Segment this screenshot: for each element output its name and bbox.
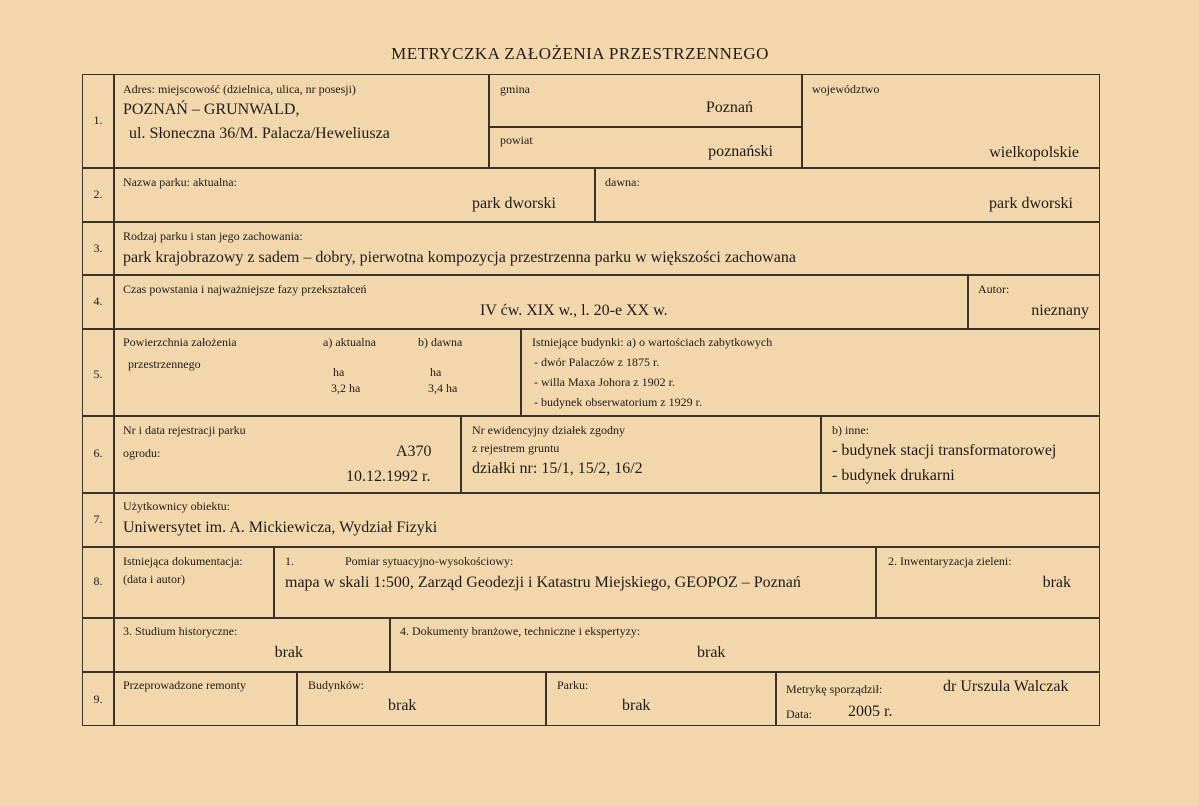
- park-name-former-value: park dworski: [989, 195, 1073, 212]
- survey-label: Pomiar sytuacyjno-wysokościowy:: [345, 554, 514, 568]
- author-label: Autor:: [978, 282, 1010, 296]
- parcel-value: działki nr: 15/1, 15/2, 16/2: [472, 460, 643, 477]
- cell-divider: [488, 126, 801, 128]
- area-current-value: 3,2 ha: [331, 381, 361, 395]
- row-number: 9.: [93, 692, 103, 706]
- green-inventory-label: 2. Inwentaryzacja zieleni:: [888, 554, 1012, 568]
- parcel-label: Nr ewidencyjny działek zgodny: [472, 423, 625, 437]
- cell-divider: [273, 546, 275, 617]
- history-phases-value: IV ćw. XIX w., l. 20-e XX w.: [480, 302, 668, 319]
- repairs-park-value: brak: [622, 697, 651, 714]
- survey-number: 1.: [285, 554, 294, 568]
- row-number: 6.: [93, 446, 103, 460]
- prepared-by-value: dr Urszula Walczak: [943, 678, 1069, 695]
- park-name-current-value: park dworski: [472, 195, 556, 212]
- cell-divider: [820, 415, 822, 492]
- row-divider: [83, 492, 1099, 494]
- cell-divider: [460, 415, 462, 492]
- cell-divider: [545, 671, 547, 725]
- row-divider: [83, 167, 1099, 169]
- park-type-label: Rodzaj parku i stan jego zachowania:: [123, 229, 303, 243]
- repairs-buildings-value: brak: [388, 697, 417, 714]
- repairs-label: Przeprowadzone remonty: [123, 678, 246, 692]
- historical-study-value: brak: [274, 644, 303, 661]
- registration-label-2: ogrodu:: [123, 446, 161, 460]
- other-building-item: - budynek stacji transformatorowej: [832, 442, 1057, 459]
- cell-divider: [801, 75, 803, 167]
- date-value: 2005 r.: [848, 703, 893, 720]
- prepared-by-label: Metrykę sporządził:: [786, 682, 883, 696]
- existing-building-item: - willa Maxa Johora z 1902 r.: [534, 375, 675, 389]
- users-value: Uniwersytet im. A. Mickiewicza, Wydział Fizyki: [123, 519, 438, 536]
- area-label: Powierzchnia założenia: [123, 335, 237, 349]
- date-label: Data:: [786, 707, 812, 721]
- row-divider: [83, 221, 1099, 223]
- green-inventory-value: brak: [1042, 574, 1071, 591]
- other-buildings-label: b) inne:: [832, 423, 869, 437]
- row-divider: [83, 415, 1099, 417]
- existing-building-item: - dwór Palaczów z 1875 r.: [534, 355, 660, 369]
- address-line-2: ul. Słoneczna 36/M. Palacza/Heweliusza: [129, 125, 390, 142]
- row-divider: [83, 671, 1099, 673]
- parcel-label-2: z rejestrem gruntu: [472, 441, 560, 455]
- branch-documents-value: brak: [697, 644, 726, 661]
- area-former-unit: ha: [430, 365, 442, 379]
- row-divider: [83, 328, 1099, 330]
- other-building-item: - budynek drukarni: [832, 467, 955, 484]
- row-divider: [83, 274, 1099, 276]
- area-former-label: b) dawna: [418, 335, 463, 349]
- cell-divider: [488, 75, 490, 167]
- powiat-value: poznański: [708, 143, 773, 160]
- registration-label: Nr i data rejestracji parku: [123, 423, 246, 437]
- number-column-divider: [113, 75, 115, 725]
- cell-divider: [875, 546, 877, 617]
- form-title: METRYCZKA ZAŁOŻENIA PRZESTRZENNEGO: [391, 44, 769, 63]
- branch-documents-label: 4. Dokumenty branżowe, techniczne i ekspertyzy:: [400, 624, 641, 638]
- park-name-former-label: dawna:: [605, 175, 640, 189]
- existing-building-item: - budynek obserwatorium z 1929 r.: [534, 395, 702, 409]
- cell-divider: [775, 671, 777, 725]
- cell-divider: [520, 328, 522, 415]
- row-number: 4.: [93, 294, 103, 308]
- survey-value: mapa w skali 1:500, Zarząd Geodezji i Katastru Miejskiego, GEOPOZ – Poznań: [285, 574, 801, 591]
- record-form: [82, 74, 1100, 726]
- gmina-value: Poznań: [705, 99, 753, 116]
- row-divider: [83, 617, 1099, 619]
- existing-buildings-label: Istniejące budynki: a) o wartościach zabytkowych: [532, 335, 773, 349]
- documentation-label-2: (data i autor): [123, 572, 185, 586]
- area-current-label: a) aktualna: [323, 335, 376, 349]
- address-line-1: POZNAŃ – GRUNWALD,: [123, 101, 300, 118]
- cell-divider: [296, 671, 298, 725]
- address-label: Adres: miejscowość (dzielnica, ulica, nr posesji): [123, 82, 356, 96]
- area-current-unit: ha: [333, 365, 345, 379]
- repairs-park-label: Parku:: [557, 678, 589, 692]
- author-value: nieznany: [1031, 302, 1089, 319]
- area-label-2: przestrzennego: [128, 357, 201, 371]
- row-number: 3.: [93, 241, 103, 255]
- powiat-label: powiat: [500, 133, 533, 147]
- area-former-value: 3,4 ha: [428, 381, 458, 395]
- cell-divider: [967, 274, 969, 328]
- users-label: Użytkownicy obiektu:: [123, 499, 230, 513]
- row-number: 7.: [93, 512, 103, 526]
- historical-study-label: 3. Studium historyczne:: [123, 624, 238, 638]
- row-number: 1.: [93, 113, 103, 127]
- gmina-label: gmina: [500, 82, 530, 96]
- cell-divider: [594, 167, 596, 221]
- registration-number: A370: [396, 443, 432, 460]
- row-divider: [83, 546, 1099, 548]
- row-number: 2.: [93, 187, 103, 201]
- park-type-value: park krajobrazowy z sadem – dobry, pierwotna kompozycja przestrzenna parku w większości zachowana: [123, 249, 796, 266]
- repairs-buildings-label: Budynków:: [308, 678, 365, 692]
- park-name-current-label: Nazwa parku: aktualna:: [123, 175, 237, 189]
- documentation-label: Istniejąca dokumentacja:: [123, 554, 243, 568]
- wojewodztwo-value: wielkopolskie: [989, 144, 1079, 161]
- wojewodztwo-label: województwo: [812, 82, 880, 96]
- row-number: 8.: [93, 574, 103, 588]
- registration-date: 10.12.1992 r.: [346, 468, 431, 485]
- row-number: 5.: [93, 367, 103, 381]
- cell-divider: [389, 617, 391, 671]
- history-phases-label: Czas powstania i najważniejsze fazy przekształceń: [123, 282, 367, 296]
